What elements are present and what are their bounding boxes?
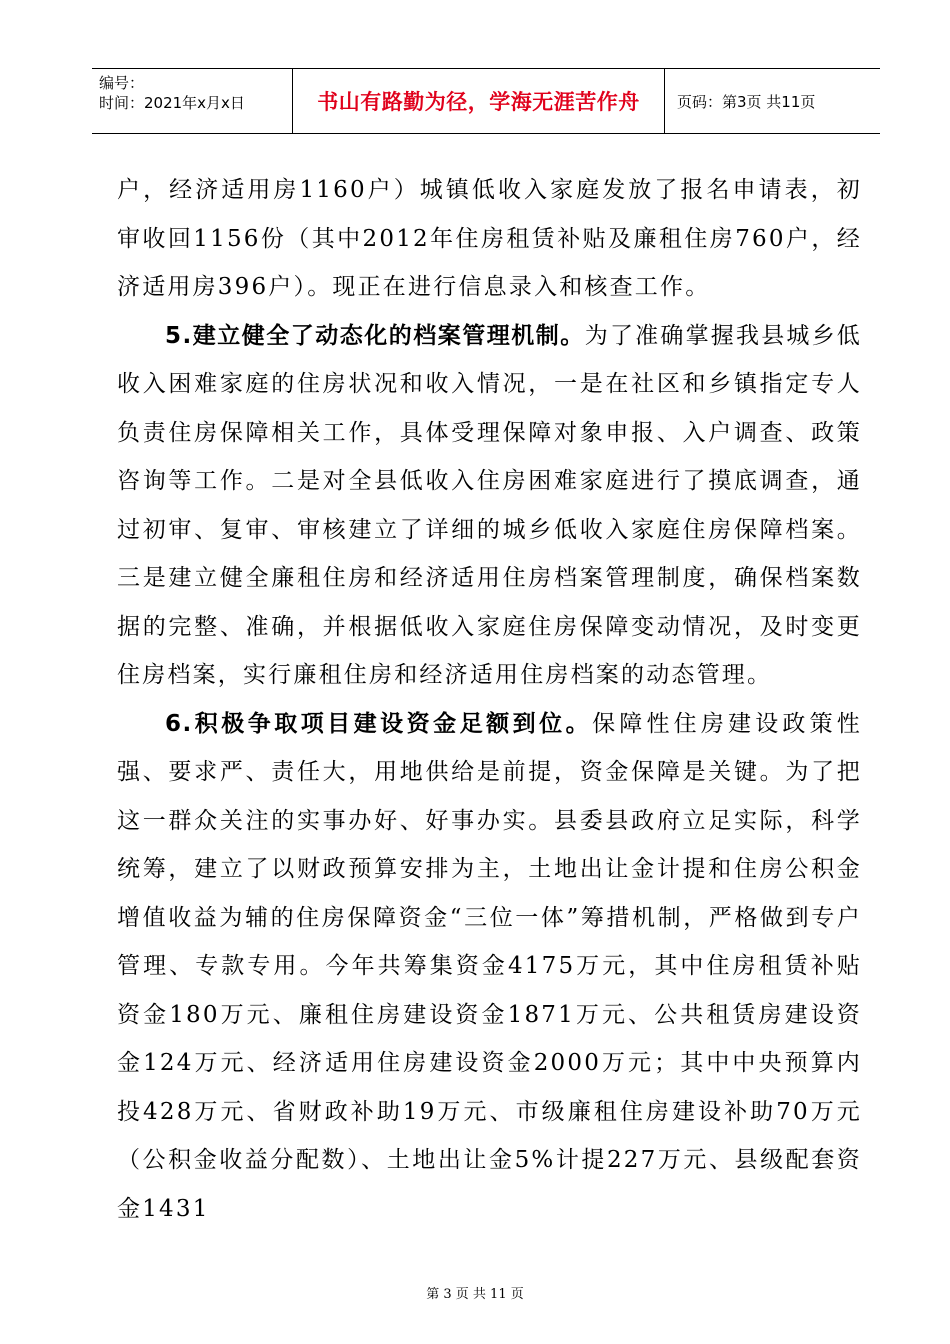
header-motto: 书山有路勤为径，学海无涯苦作舟 xyxy=(293,69,665,133)
document-header xyxy=(92,68,880,134)
paragraph-3-text: 保障性住房建设政策性强、要求严、责任大，用地供给是前提，资金保障是关键。为了把这一群众关注的实事办好、好事办实。县委县政府立足实际，科学统筹，建立了以财政预算安排为主，土地出让金计提和住房公积金增值收益为辅的住房保障资金“三位一体”筹措机制，严格做到专户管理、专款专用。今年共筹集资金4175万元，其中住房租赁补贴资金180万元、廉租住房建设资金1871万元、公共租赁房建设资金124万元、经济适用住房建设资金2000万元；其中中央预算内投428万元、省财政补助19万元、市级廉租住房建设补助70万元（公积金收益分配数）、土地出让金5%计提227万元、县级配套资金1431 xyxy=(117,710,863,1222)
document-body xyxy=(117,166,862,1233)
page-footer: 第 3 页 共 11 页 xyxy=(426,1287,524,1302)
paragraph-3 xyxy=(117,700,862,1234)
header-page-code: 页码：第3页 共11页 xyxy=(677,92,816,111)
time-label: 时间：2021年x月x日 xyxy=(99,94,245,112)
paragraph-1: 户，经济适用房1160户）城镇低收入家庭发放了报名申请表，初审收回1156份（其中2012年住房租赁补贴及廉租住房760户，经济适用房396户）。现正在进行信息录入和核查工作。 xyxy=(117,177,862,300)
paragraph-2-text: 为了准确掌握我县城乡低收入困难家庭的住房状况和收入情况，一是在社区和乡镇指定专人负责住房保障相关工作，具体受理保障对象申报、入户调查、政策咨询等工作。二是对全县低收入住房困难家庭进行了摸底调查，通过初审、复审、审核建立了详细的城乡低收入家庭住房保障档案。三是建立健全廉租住房和经济适用住房档案管理制度，确保档案数据的完整、准确，并根据低收入家庭住房保障变动情况，及时变更住房档案，实行廉租住房和经济适用住房档案的动态管理。 xyxy=(117,322,862,688)
header-meta xyxy=(92,69,293,133)
paragraph-3-heading: 6.积极争取项目建设资金足额到位。 xyxy=(165,710,593,737)
doc-number-label: 编号： xyxy=(99,74,145,92)
paragraph-2-heading: 5.建立健全了动态化的档案管理机制。 xyxy=(165,322,585,349)
paragraph-2 xyxy=(117,312,862,700)
